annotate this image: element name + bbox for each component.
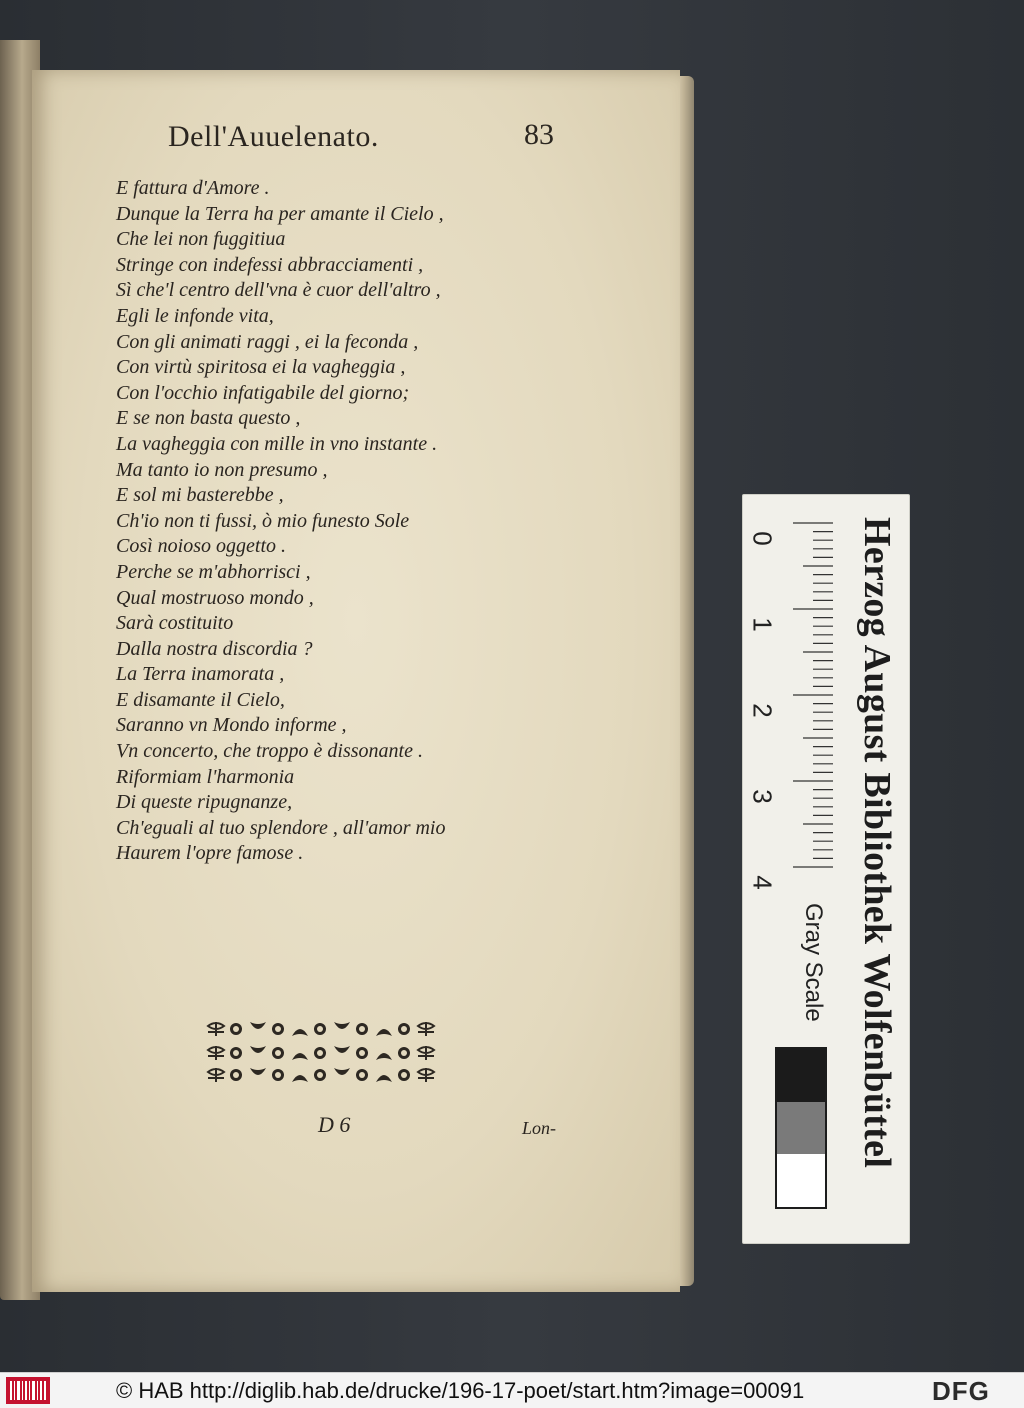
grayscale-swatch bbox=[777, 1154, 825, 1207]
ruler-digit: 4 bbox=[747, 875, 778, 890]
verse-line: E disamante il Cielo, bbox=[116, 688, 285, 711]
ruler-digit: 0 bbox=[747, 531, 778, 546]
ruler-ticks bbox=[787, 513, 833, 893]
ruler-digit: 2 bbox=[747, 703, 778, 718]
verse-line: Vn concerto, che troppo è dissonante . bbox=[116, 740, 423, 763]
running-title: Dell'Auuelenato. bbox=[168, 120, 379, 153]
color-scale-card bbox=[742, 494, 910, 1244]
verse-line: Stringe con indefessi abbracciamenti , bbox=[116, 253, 424, 276]
ruler-digit: 3 bbox=[747, 789, 778, 804]
verse-line: Haurem l'opre famose . bbox=[116, 842, 304, 865]
verse-line: Ch'eguali al tuo splendore , all'amor mio bbox=[116, 816, 446, 839]
signature-mark: D 6 bbox=[318, 1112, 351, 1137]
verse-line: Sarà costituito bbox=[116, 612, 234, 635]
catchword: Lon- bbox=[522, 1118, 557, 1138]
institution-name: Herzog August Bibliothek Wolfenbüttel bbox=[856, 517, 898, 1169]
barcode-icon bbox=[6, 1377, 50, 1404]
verse-line: Con virtù spiritosa ei la vagheggia , bbox=[116, 356, 406, 379]
grayscale-swatches bbox=[775, 1047, 827, 1209]
verse-line: La vagheggia con mille in vno instante . bbox=[116, 432, 438, 455]
verse-line: Con l'occhio infatigabile del giorno; bbox=[116, 381, 410, 404]
verse-line: Sì che'l centro dell'vna è cuor dell'altro , bbox=[116, 279, 441, 302]
verse-line: Con gli animati raggi , ei la feconda , bbox=[116, 330, 419, 353]
verse-line: E se non basta questo , bbox=[116, 407, 301, 430]
verse-line: Che lei non fuggitiua bbox=[116, 228, 286, 251]
dfg-logo: DFG bbox=[932, 1376, 990, 1406]
printer-ornament bbox=[204, 1018, 448, 1086]
page-number: 83 bbox=[524, 118, 554, 151]
verse-line: Così noioso oggetto . bbox=[116, 535, 287, 558]
verse-line: Egli le infonde vita, bbox=[116, 304, 274, 327]
verse-text bbox=[116, 176, 636, 867]
verse-line: Di queste ripugnanze, bbox=[116, 791, 293, 814]
verse-line: Ma tanto io non presumo , bbox=[116, 458, 328, 481]
verse-line: Dalla nostra discordia ? bbox=[116, 637, 313, 660]
grayscale-swatch bbox=[777, 1049, 825, 1102]
verse-line: Qual mostruoso mondo , bbox=[116, 586, 314, 609]
verse-line: E sol mi basterebbe , bbox=[116, 484, 284, 507]
verse-line: Ch'io non ti fussi, ò mio funesto Sole bbox=[116, 509, 410, 532]
ruler-digits bbox=[749, 513, 789, 893]
verse-line: E fattura d'Amore . bbox=[116, 177, 270, 199]
verse-line: Dunque la Terra ha per amante il Cielo , bbox=[116, 202, 444, 225]
footer-bar bbox=[0, 1372, 1024, 1408]
grayscale-label: Gray Scale bbox=[800, 903, 827, 1022]
verse-line: La Terra inamorata , bbox=[116, 663, 285, 686]
copyright-link[interactable]: © HAB http://diglib.hab.de/drucke/196-17-poet/start.htm?image=00091 bbox=[116, 1378, 805, 1403]
verse-line: Saranno vn Mondo informe , bbox=[116, 714, 347, 737]
verse-line: Perche se m'abhorrisci , bbox=[116, 560, 311, 583]
ruler-digit: 1 bbox=[747, 617, 778, 632]
verse-line: Riformiam l'harmonia bbox=[116, 765, 295, 788]
grayscale-swatch bbox=[777, 1102, 825, 1155]
